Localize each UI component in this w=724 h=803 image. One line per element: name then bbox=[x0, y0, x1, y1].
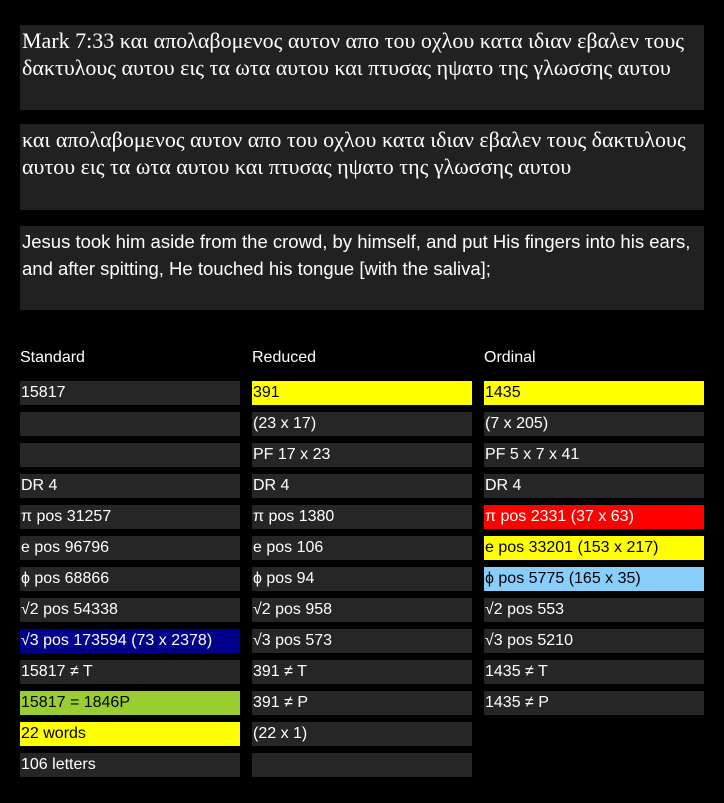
ordinal-value-cell: 1435 bbox=[484, 381, 704, 405]
standard-value-cell: DR 4 bbox=[20, 474, 240, 498]
standard-value-cell: 22 words bbox=[20, 722, 240, 746]
greek-verse-text: και απολαβομενος αυτον απο του οχλου κατα ιδιαν εβαλεν τους δακτυλους αυτου εις τα ωτα αυτου και πτυσας ηψατο της γλωσσης αυτου bbox=[22, 127, 686, 179]
ordinal-column bbox=[484, 381, 704, 722]
reduced-value-cell: DR 4 bbox=[252, 474, 472, 498]
ordinal-value-cell: π pos 2331 (37 x 63) bbox=[484, 505, 704, 529]
column-header-ordinal: Ordinal bbox=[484, 349, 536, 366]
ordinal-value-cell: e pos 33201 (153 x 217) bbox=[484, 536, 704, 560]
standard-value-cell: 15817 = 1846P bbox=[20, 691, 240, 715]
english-verse-text: Jesus took him aside from the crowd, by himself, and put His fingers into his ears, and after spitting, He touched his tongue [with the saliva]; bbox=[22, 231, 691, 279]
reduced-value-cell bbox=[252, 753, 472, 777]
ordinal-value-cell: √2 pos 553 bbox=[484, 598, 704, 622]
reduced-value-cell: (23 x 17) bbox=[252, 412, 472, 436]
greek-verse-with-reference bbox=[20, 25, 704, 110]
reduced-value-cell: PF 17 x 23 bbox=[252, 443, 472, 467]
reduced-value-cell: 391 ≠ P bbox=[252, 691, 472, 715]
english-verse bbox=[20, 226, 704, 310]
ordinal-value-cell: ϕ pos 5775 (165 x 35) bbox=[484, 567, 704, 591]
reduced-value-cell: √3 pos 573 bbox=[252, 629, 472, 653]
column-header-standard: Standard bbox=[20, 349, 85, 366]
reduced-value-cell: ϕ pos 94 bbox=[252, 567, 472, 591]
ordinal-value-cell: (7 x 205) bbox=[484, 412, 704, 436]
standard-value-cell: 106 letters bbox=[20, 753, 240, 777]
reduced-value-cell: e pos 106 bbox=[252, 536, 472, 560]
column-header-reduced: Reduced bbox=[252, 349, 317, 366]
standard-value-cell: √3 pos 173594 (73 x 2378) bbox=[20, 629, 240, 653]
standard-value-cell: π pos 31257 bbox=[20, 505, 240, 529]
ordinal-value-cell: 1435 ≠ T bbox=[484, 660, 704, 684]
standard-value-cell: 15817 bbox=[20, 381, 240, 405]
greek-verse bbox=[20, 124, 704, 210]
reduced-column bbox=[252, 381, 472, 784]
ordinal-value-cell: √3 pos 5210 bbox=[484, 629, 704, 653]
reduced-value-cell: π pos 1380 bbox=[252, 505, 472, 529]
standard-column bbox=[20, 381, 240, 784]
standard-value-cell bbox=[20, 412, 240, 436]
reduced-value-cell: 391 ≠ T bbox=[252, 660, 472, 684]
standard-value-cell: √2 pos 54338 bbox=[20, 598, 240, 622]
reduced-value-cell: 391 bbox=[252, 381, 472, 405]
ordinal-value-cell: DR 4 bbox=[484, 474, 704, 498]
standard-value-cell: 15817 ≠ T bbox=[20, 660, 240, 684]
reduced-value-cell: √2 pos 958 bbox=[252, 598, 472, 622]
ordinal-value-cell: 1435 ≠ P bbox=[484, 691, 704, 715]
reduced-value-cell: (22 x 1) bbox=[252, 722, 472, 746]
ordinal-value-cell: PF 5 x 7 x 41 bbox=[484, 443, 704, 467]
standard-value-cell: e pos 96796 bbox=[20, 536, 240, 560]
standard-value-cell: ϕ pos 68866 bbox=[20, 567, 240, 591]
standard-value-cell bbox=[20, 443, 240, 467]
greek-verse-with-reference-text: Mark 7:33 και απολαβομενος αυτον απο του οχλου κατα ιδιαν εβαλεν τους δακτυλους αυτου εις τα ωτα αυτου και πτυσας ηψατο της γλωσσης αυτου bbox=[22, 28, 684, 80]
